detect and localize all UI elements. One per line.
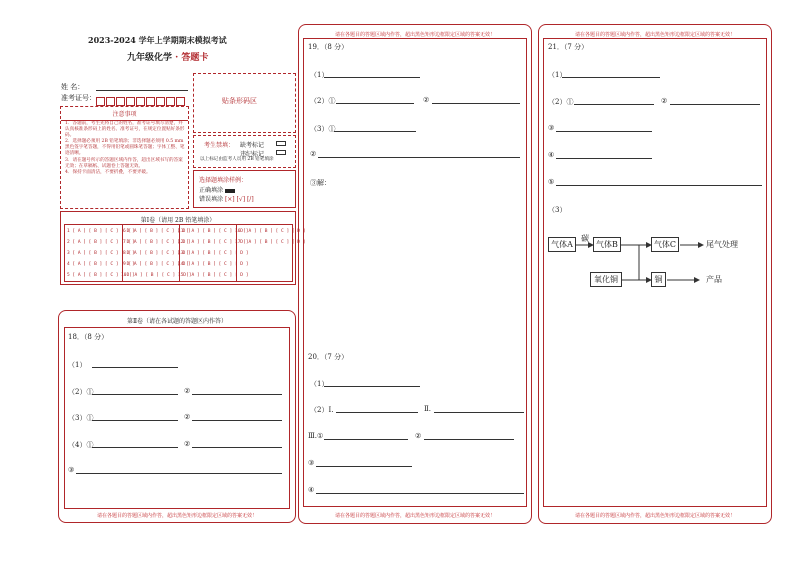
wrong-fill-label [199,194,254,203]
warning-mid-bottom: 请在各题目的答题区域内作答，超出黑色矩形边框限定区域的答案无效！ [334,513,495,519]
q19-answer-1[interactable] [324,77,420,78]
notes-title: 注意事项 [61,109,188,121]
mcq-q12[interactable]: 12 [ A ] [ B ] [ C ] [ D ] [178,240,249,245]
q20-l3a: Ⅲ.① [308,432,324,440]
note-item: 4．保持卡面清洁，不要折叠，不要弄破。 [65,169,151,175]
q20-answer-3a[interactable] [324,439,408,440]
mcq-q8[interactable]: 8 [ A ] [ B ] [ C ] [ D ] [123,251,191,256]
q18-l2b: ② [184,387,191,395]
q18-l4b: ② [184,440,191,448]
q19-title: 19．（8 分） [308,43,349,51]
q20-title: 20．（7 分） [308,353,349,361]
q19-l4: ② [310,150,317,158]
q19-l2b: ② [423,96,430,104]
q19-answer-3[interactable] [334,131,416,132]
q21-l4: ④ [548,151,555,159]
mcq-q1[interactable]: 1 [ A ] [ B ] [ C ] [ D ] [67,229,135,234]
q18-answer-2a[interactable] [92,394,178,395]
q18-answer-area [64,327,290,509]
mcq-q7[interactable]: 7 [ A ] [ B ] [ C ] [ D ] [123,240,191,245]
mcq-q17[interactable]: 17 [ A ] [ B ] [ C ] [ D ] [235,240,306,245]
q18-l4a: （4）① [68,441,94,449]
cheat-checkbox[interactable] [276,150,286,155]
wrong-fill-text: 错误填涂 [199,196,224,203]
mcq-q14[interactable]: 14 [ A ] [ B ] [ C ] [ D ] [178,262,249,267]
q20-answer-1[interactable] [324,386,420,387]
q18-answer-4a[interactable] [92,447,178,448]
card-label: 答题卡 [181,53,209,63]
exam-title: 2023-2024 学年上学期期末模拟考试 [88,35,227,45]
mcq-q16[interactable]: 16 [ A ] [ B ] [ C ] [ D ] [235,229,306,234]
part1-box [60,211,306,285]
q18-answer-5[interactable] [76,473,282,474]
q21-answer-4[interactable] [556,158,652,159]
q18-answer-2b[interactable] [192,394,282,395]
q18-l1: （1） [68,361,87,369]
q20-l2a: （2）Ⅰ. [310,406,334,414]
warning-right-bottom: 请在各题目的答题区域内作答，超出黑色矩形边框限定区域的答案无效！ [574,513,735,519]
q18-l3a: （3）① [68,414,94,422]
part1-title: 第Ⅰ卷（请用 2B 铅笔填涂） [140,217,216,224]
q18-answer-3b[interactable] [192,420,282,421]
copper-box: 铜 [651,272,666,287]
mcq-q10[interactable]: 10 [ A ] [ B ] [ C ] [ D ] [121,273,192,278]
q20-answer-3b[interactable] [424,439,514,440]
part2-title: 第Ⅱ卷（请在各试题的答题区内作答） [126,318,228,325]
mcq-q9[interactable]: 9 [ A ] [ B ] [ C ] [ D ] [123,262,191,267]
q19-l3: （3）① [310,125,336,133]
barcode-area[interactable] [193,73,296,133]
mcq-q11[interactable]: 11 [ A ] [ B ] [ C ] [ D ] [178,229,249,234]
notes-box [60,106,189,209]
q19-answer-2a[interactable] [336,103,414,104]
q18-answer-4b[interactable] [192,447,282,448]
filled-mark-icon [225,189,235,193]
q20-answer-2a[interactable] [336,412,418,413]
q18-l2a: （2）① [68,388,94,396]
mcq-q13[interactable]: 13 [ A ] [ B ] [ C ] [ D ] [178,251,249,256]
q18-answer-1[interactable] [92,367,178,368]
correct-fill-text: 正确填涂 [199,187,224,194]
q18-title: 18．（8 分） [68,333,109,341]
correct-fill-label [199,185,235,194]
mcq-q3[interactable]: 3 [ A ] [ B ] [ C ] [ D ] [67,251,135,256]
q21-l1: （1） [548,71,567,79]
q20-l5: ④ [308,486,315,494]
q18-answer-3a[interactable] [92,420,178,421]
q21-l2b: ② [661,97,668,105]
q21-answer-1[interactable] [562,77,660,78]
mcq-q2[interactable]: 2 [ A ] [ B ] [ C ] [ D ] [67,240,135,245]
warning-left: 请在各题目的答题区域内作答，超出黑色矩形边框限定区域的答案无效！ [96,513,257,519]
mcq-q15[interactable]: 15 [ A ] [ B ] [ C ] [ D ] [178,273,249,278]
absent-checkbox[interactable] [276,141,286,146]
q19-l2a: （2）① [310,97,336,105]
fill-sample-box [193,170,296,208]
note-item: 2．选择题必须用 2B 铅笔填涂；非选择题必须用 0.5 mm 黑色签字笔答题，不得用铅笔或圆珠笔答题；字体工整、笔迹清晰。 [65,139,185,157]
q19-answer-2b[interactable] [432,103,520,104]
barcode-label: 贴条形码区 [222,97,257,105]
warning-right-top: 请在各题目的答题区域内作答，超出黑色矩形边框限定区域的答案无效！ [574,32,735,38]
subject-label: 九年级化学 [127,53,173,63]
notes-list [65,121,185,176]
q20-l2b: Ⅱ. [424,405,431,413]
carbon-label: 碳 [581,234,589,243]
q21-answer-2b[interactable] [670,104,760,105]
product-label: 产品 [706,275,722,284]
q20-l3b: ② [415,432,422,440]
q18-l5: ③ [68,466,75,474]
warning-mid-top: 请在各题目的答题区域内作答，超出黑色矩形边框限定区域的答案无效！ [334,32,495,38]
mcq-q4[interactable]: 4 [ A ] [ B ] [ C ] [ D ] [67,262,135,267]
q21-l3: ③ [548,124,555,132]
note-item: 3．请在题号所示的答题区域内作答，超出区域书写的答案无效；在草稿纸、试题卷上答题无效。 [65,157,183,169]
q21-answer-2a[interactable] [574,104,654,105]
q20-l4: ③ [308,459,315,467]
note-item: 1．答题前，考生先将自己的姓名，准考证号填写清楚，并认真核准条形码上的姓名、准考证号，在规定位置贴好条形码。 [65,121,185,139]
mcq-q5[interactable]: 5 [ A ] [ B ] [ C ] [ D ] [67,273,135,278]
fill-note: 以上标记由监考人员用 2B 铅笔填涂 [200,157,274,162]
q19-l1: （1） [310,71,329,79]
q19-l5: ③解： [310,179,331,187]
q20-answer-2b[interactable] [434,412,524,413]
q21-l2a: （2）① [548,98,574,106]
tail-gas-label: 尾气处理 [706,240,738,249]
q20-l1: （1） [310,380,329,388]
gas-a-box: 气体A [548,237,576,252]
q18-l3b: ② [184,413,191,421]
q21-l5: ⑤ [548,178,555,186]
wrong-marks: [×] [√] [/] [224,196,254,203]
name-label: 姓 名： [61,83,85,91]
cheat-label: 违纪标记 [240,151,265,158]
q20-answer-4[interactable] [316,466,412,467]
mcq-q6[interactable]: 6 [ A ] [ B ] [ C ] [ D ] [123,229,191,234]
exam-marks-box [193,135,296,168]
gas-b-box: 气体B [593,237,621,252]
q21-answer-3[interactable] [556,131,652,132]
subject-title: 九年级化学 · 答题卡 [127,53,209,63]
fill-sample-title: 选择题填涂样例： [199,177,248,184]
q21-l6: （3） [548,206,567,214]
absent-label: 缺考标记 [240,142,265,149]
gas-c-box: 气体C [651,237,679,252]
q19-answer-4[interactable] [318,157,520,158]
copper-oxide-box: 氧化铜 [590,272,622,287]
q21-answer-5[interactable] [556,185,762,186]
q20-answer-5[interactable] [316,493,524,494]
id-label: 准考证号： [61,94,96,102]
q21-title: 21．（7 分） [548,43,589,51]
exam-marks-label: 考生禁填： [204,142,235,149]
